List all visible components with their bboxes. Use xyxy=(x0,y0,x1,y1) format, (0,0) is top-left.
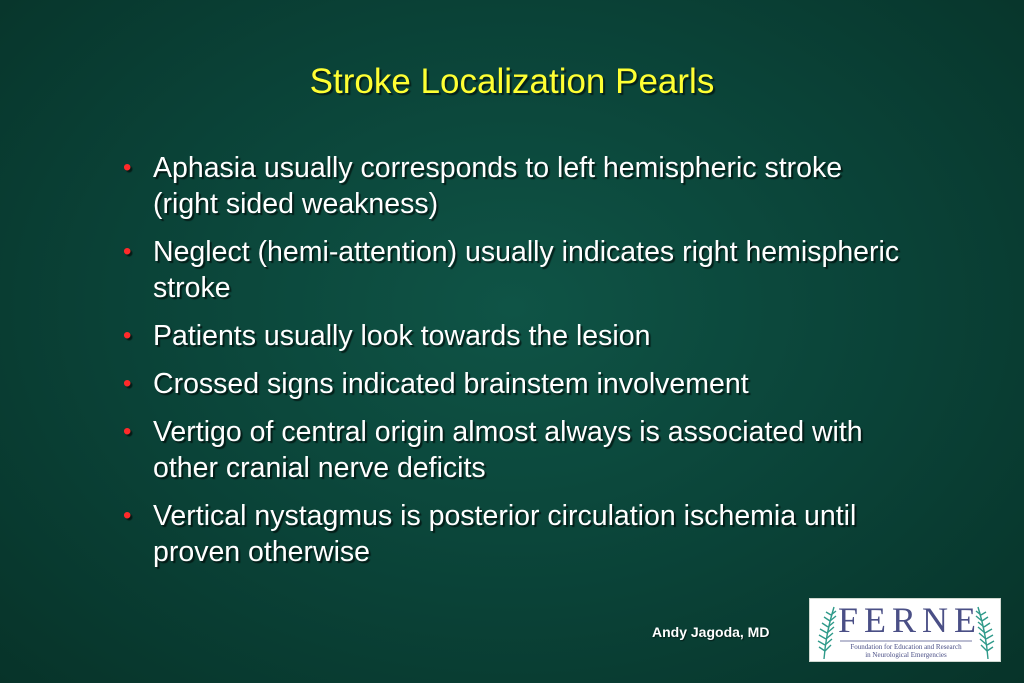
bullet-text: Patients usually look towards the lesion xyxy=(153,320,651,352)
bullet-text: Vertical nystagmus is posterior circulation ischemia until proven otherwise xyxy=(153,500,857,568)
bullet-marker: • xyxy=(123,238,132,265)
bullet-item xyxy=(120,414,900,486)
ferne-logo xyxy=(809,598,1001,662)
bullet-marker: • xyxy=(123,322,132,349)
bullet-text: Crossed signs indicated brainstem involvement xyxy=(153,368,749,400)
bullet-marker: • xyxy=(123,154,132,181)
bullet-item xyxy=(120,318,900,354)
bullet-item xyxy=(120,150,900,222)
bullet-item xyxy=(120,234,900,306)
author-credit: Andy Jagoda, MD xyxy=(652,624,770,640)
bullet-marker: • xyxy=(123,418,132,445)
logo-wordmark: FERNE xyxy=(838,600,983,640)
logo-tagline-line1: Foundation for Education and Research xyxy=(850,643,962,651)
bullet-marker: • xyxy=(123,502,132,529)
bullet-text: Neglect (hemi-attention) usually indicates right hemispheric stroke xyxy=(153,236,900,304)
bullet-item xyxy=(120,366,900,402)
bullet-text: Aphasia usually corresponds to left hemispheric stroke (right sided weakness) xyxy=(153,152,843,220)
bullet-list xyxy=(120,150,900,582)
bullet-item xyxy=(120,498,900,570)
bullet-text: Vertigo of central origin almost always is associated with other cranial nerve deficits xyxy=(153,416,863,484)
slide-title: Stroke Localization Pearls xyxy=(309,62,715,101)
logo-tagline-line2: in Neurological Emergencies xyxy=(865,651,947,659)
bullet-marker: • xyxy=(123,370,132,397)
